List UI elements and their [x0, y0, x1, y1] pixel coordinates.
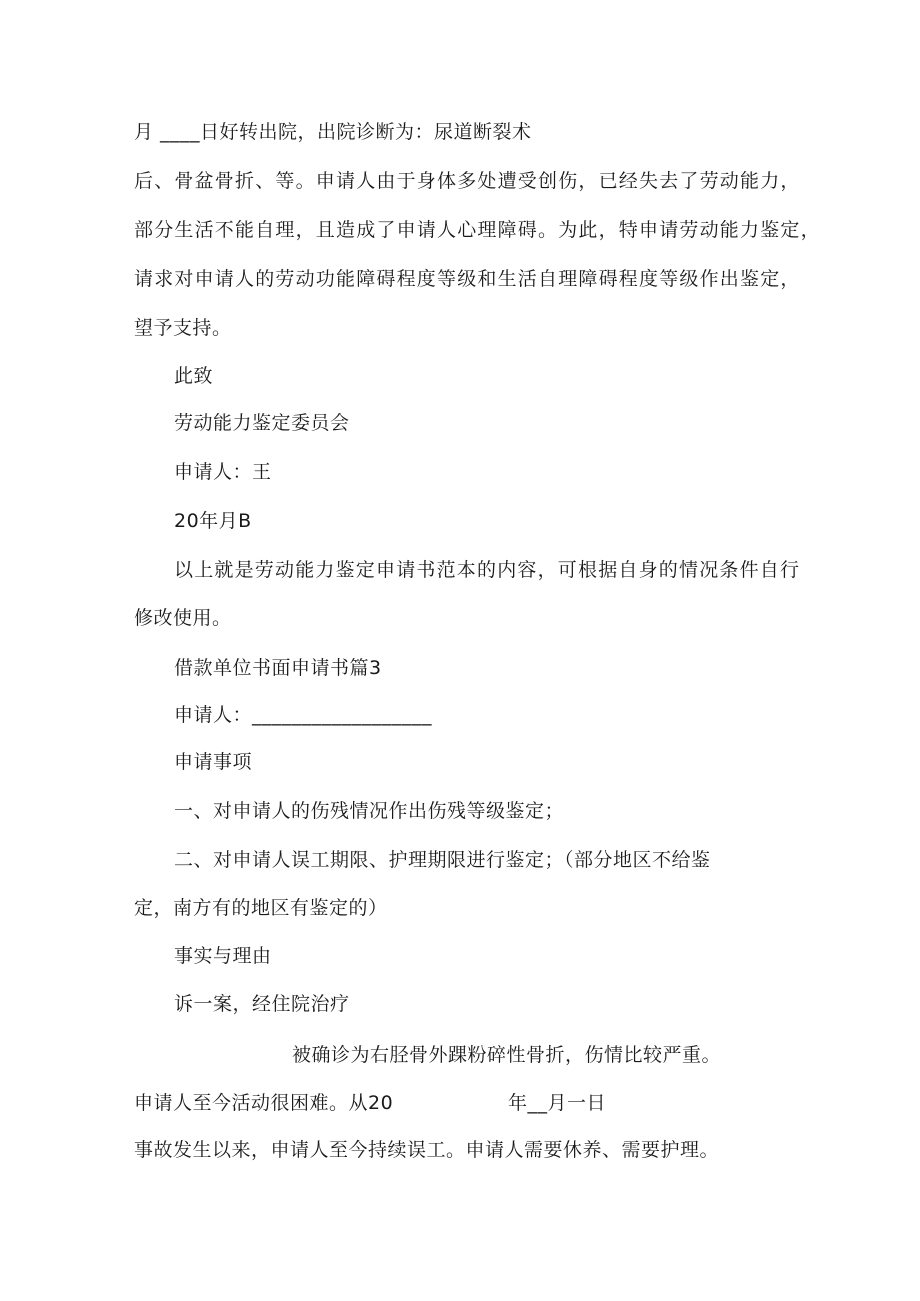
text-line: 月 ____日好转出院，出院诊断为：尿道断裂术	[134, 121, 532, 143]
text-line: 修改使用。	[134, 607, 232, 629]
section-heading: 事实与理由	[174, 945, 272, 967]
applicant-field: 申请人：__________________	[174, 704, 433, 726]
date-line: 20年月B	[174, 510, 252, 532]
recipient: 劳动能力鉴定委员会	[174, 412, 350, 434]
text-line: 被确诊为右胫骨外踝粉碎性骨折，伤情比较严重。	[292, 1044, 722, 1066]
text-line: 以上就是劳动能力鉴定申请书范本的内容，可根据自身的情况条件自行	[174, 559, 801, 581]
text-line: 望予支持。	[134, 317, 232, 339]
text-line: 年__月一日	[508, 1092, 607, 1114]
text-line: 部分生活不能自理，且造成了申请人心理障碍。为此，特申请劳动能力鉴定，	[134, 219, 821, 241]
list-item: 二、对申请人误工期限、护理期限进行鉴定；（部分地区不给鉴	[174, 849, 711, 871]
applicant-signature: 申请人：王	[174, 461, 272, 483]
text-line: 定，南方有的地区有鉴定的）	[134, 897, 388, 919]
section-heading: 借款单位书面申请书篇3	[174, 657, 382, 679]
text-line: 后、骨盆骨折、等。申请人由于身体多处遭受创伤，已经失去了劳动能力，	[134, 170, 801, 192]
text-line: 请求对申请人的劳动功能障碍程度等级和生活自理障碍程度等级作出鉴定，	[134, 268, 801, 290]
section-heading: 申请事项	[174, 751, 253, 773]
text-line: 事故发生以来，申请人至今持续误工。申请人需要休养、需要护理。	[134, 1139, 720, 1161]
text-line: 申请人至今活动很困难。从20	[134, 1092, 394, 1114]
list-item: 一、对申请人的伤残情况作出伤残等级鉴定；	[174, 800, 565, 822]
text-line: 诉一案，经住院治疗	[174, 993, 350, 1015]
salutation: 此致	[174, 365, 214, 387]
